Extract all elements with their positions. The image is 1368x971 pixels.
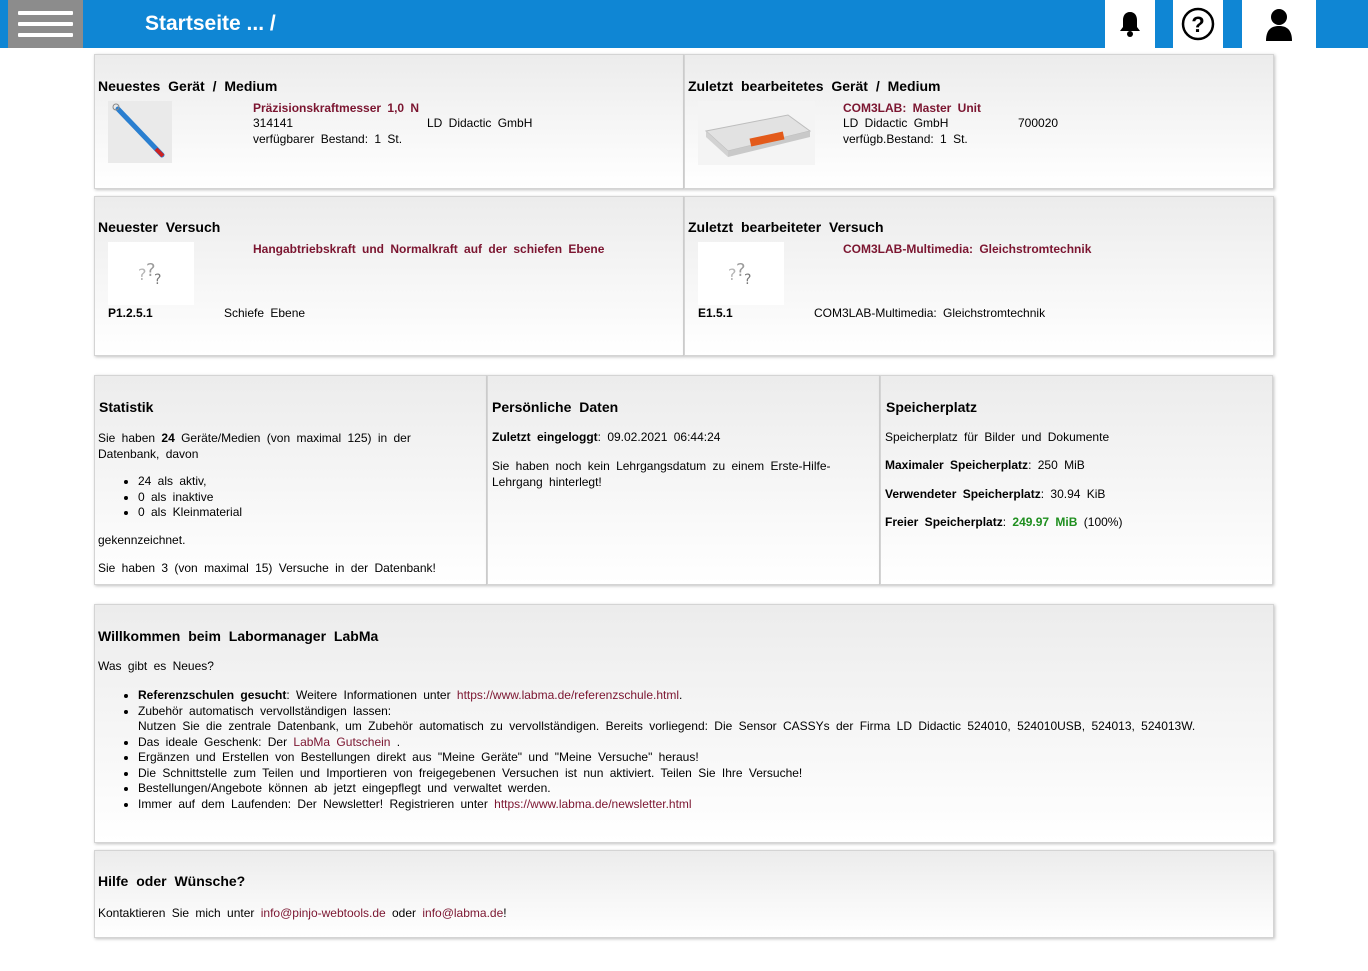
device-count: 24 (161, 431, 175, 445)
free-storage (885, 515, 1122, 529)
list-item: • Bestellungen/Angebote können ab jetzt eingepflegt und verwaltet werden. (138, 781, 1248, 797)
statistics-list (98, 474, 242, 521)
device-name-link[interactable]: Präzisionskraftmesser 1,0 N (253, 101, 420, 115)
svg-text:?: ? (146, 260, 156, 281)
news-item-text: . (679, 688, 683, 702)
panel-title: Zuletzt bearbeiteter Versuch (688, 219, 884, 235)
help-text: oder (385, 906, 423, 920)
news-item-bold: Referenzschulen gesucht (138, 688, 287, 702)
device-stock: verfügb.Bestand: 1 St. (843, 132, 968, 146)
svg-text:?: ? (736, 260, 746, 281)
master-unit-image (698, 101, 815, 165)
storage-subtitle: Speicherplatz für Bilder und Dokumente (885, 430, 1110, 444)
list-item: • 0 als inaktive (138, 490, 242, 506)
list-item: • Die Schnittstelle zum Teilen und Importieren von freigegebenen Versuchen ist nun aktiviert. Teilen Sie Ihre Versuche! (138, 766, 1248, 782)
panel-title: Statistik (99, 399, 154, 415)
device-image[interactable] (108, 101, 172, 163)
newsletter-link[interactable]: https://www.labma.de/newsletter.html (494, 796, 692, 811)
experiment-topic: Schiefe Ebene (224, 306, 306, 320)
bell-icon (1117, 10, 1143, 38)
first-aid-note: Sie haben noch kein Lehrgangsdatum zu einem Erste-Hilfe-Lehrgang hinterlegt! (492, 459, 831, 489)
panel-title: Neuestes Gerät / Medium (98, 78, 278, 94)
device-manufacturer: LD Didactic GmbH (843, 116, 949, 130)
news-item-text: Immer auf dem Laufenden: Der Newsletter! Registrieren unter (138, 796, 495, 811)
list-item: • Ergänzen und Erstellen von Bestellungen direkt aus "Meine Geräte" und "Meine Versuche" heraus! (138, 750, 1248, 766)
last-edited-device-panel (684, 54, 1274, 189)
email-link-labma[interactable]: info@labma.de (422, 906, 504, 920)
help-text: ! (503, 906, 507, 920)
max-storage (885, 458, 1085, 472)
svg-text:?: ? (1191, 12, 1205, 37)
user-button[interactable] (1242, 0, 1316, 48)
reference-school-link[interactable]: https://www.labma.de/referenzschule.html (456, 688, 680, 702)
menu-icon-bar (18, 22, 73, 26)
force-meter-image (108, 101, 172, 163)
svg-text:?: ? (744, 272, 752, 288)
news-item-text: Nutzen Sie die zentrale Datenbank, um Zubehör automatisch zu vervollständigen. Bereits vorliegend: Die Sensor CASSYs der Firma LD Didactic 524010, 524010USB, 524013, 524013W. (138, 719, 1196, 733)
help-text: Kontaktieren Sie mich unter (98, 906, 261, 920)
device-image[interactable] (698, 101, 815, 165)
list-item (138, 704, 1248, 735)
svg-text:?: ? (728, 265, 737, 284)
help-panel (94, 850, 1274, 938)
experiment-code: P1.2.5.1 (108, 306, 153, 320)
statistics-intro (98, 430, 468, 462)
panel-title: Neuester Versuch (98, 219, 221, 235)
last-edited-experiment-panel (684, 196, 1274, 356)
menu-button[interactable] (8, 0, 83, 48)
welcome-panel (94, 604, 1274, 843)
question-marks-icon (108, 242, 194, 305)
top-bar (0, 0, 1368, 48)
news-question: Was gibt es Neues? (98, 659, 214, 673)
free-storage-sep: : (1002, 515, 1013, 529)
voucher-link[interactable]: LabMa Gutschein (293, 734, 391, 749)
newest-experiment-panel (94, 196, 684, 356)
panel-title: Hilfe oder Wünsche? (98, 873, 246, 889)
experiment-image-placeholder[interactable] (108, 242, 194, 305)
help-icon (1181, 7, 1215, 41)
user-icon (1264, 7, 1294, 41)
max-storage-label: Maximaler Speicherplatz (885, 458, 1029, 472)
last-login-label: Zuletzt eingeloggt (492, 430, 598, 444)
email-link-pinjo[interactable]: info@pinjo-webtools.de (260, 906, 386, 920)
experiment-image-placeholder[interactable] (698, 242, 784, 305)
panel-title: Zuletzt bearbeitetes Gerät / Medium (688, 78, 941, 94)
list-item: • 24 als aktiv, (138, 474, 242, 490)
free-storage-value: 249.97 MiB (1012, 515, 1078, 529)
news-item-text: Zubehör automatisch vervollständigen lassen: (138, 703, 392, 718)
panel-title: Speicherplatz (886, 399, 978, 415)
storage-panel (880, 375, 1273, 585)
free-storage-percent: (100%) (1077, 515, 1123, 529)
help-contact (98, 906, 507, 920)
menu-icon-bar (18, 33, 73, 37)
device-number: 700020 (1018, 116, 1059, 130)
svg-text:?: ? (138, 265, 147, 284)
max-storage-value: : 250 MiB (1028, 458, 1085, 472)
news-list (98, 688, 1248, 812)
device-name-link[interactable]: COM3LAB: Master Unit (843, 101, 982, 115)
news-item-text: : Weitere Informationen unter (286, 688, 457, 702)
question-marks-icon (698, 242, 784, 305)
newest-device-panel (94, 54, 684, 189)
news-item-text: Das ideale Geschenk: Der (138, 734, 294, 749)
used-storage-label: Verwendeter Speicherplatz (885, 487, 1041, 501)
list-item (138, 688, 1248, 704)
page-title: Startseite ... / (145, 12, 276, 35)
panel-title: Willkommen beim Labormanager LabMa (98, 628, 379, 644)
statistics-experiments: Sie haben 3 (von maximal 15) Versuche in der Datenbank! (98, 561, 436, 575)
panel-title: Persönliche Daten (492, 399, 619, 415)
experiment-code: E1.5.1 (698, 306, 733, 320)
experiment-name-link[interactable]: COM3LAB-Multimedia: Gleichstromtechnik (843, 242, 1092, 256)
statistics-text: Geräte/Medien (von maximal 125) in der Datenbank, davon (98, 431, 411, 461)
statistics-text: Sie haben (98, 431, 162, 445)
experiment-name-link[interactable]: Hangabtriebskraft und Normalkraft auf der schiefen Ebene (253, 242, 605, 256)
used-storage (885, 487, 1105, 501)
news-item-text: . (390, 734, 401, 749)
menu-icon (18, 11, 73, 15)
device-stock: verfügbarer Bestand: 1 St. (253, 132, 403, 146)
personal-data-panel (487, 375, 880, 585)
list-item (138, 735, 1248, 751)
last-login-value: : 09.02.2021 06:44:24 (597, 430, 721, 444)
experiment-topic: COM3LAB-Multimedia: Gleichstromtechnik (814, 306, 1046, 320)
svg-text:?: ? (154, 272, 162, 288)
notifications-button[interactable] (1105, 0, 1155, 48)
last-login (492, 430, 720, 444)
statistics-marked: gekennzeichnet. (98, 533, 186, 547)
free-storage-label: Freier Speicherplatz (885, 515, 1003, 529)
list-item: • 0 als Kleinmaterial (138, 505, 242, 521)
list-item (138, 797, 1248, 813)
help-button[interactable] (1173, 0, 1223, 48)
used-storage-value: : 30.94 KiB (1040, 487, 1106, 501)
device-manufacturer: LD Didactic GmbH (427, 116, 533, 130)
device-number: 314141 (253, 116, 294, 130)
statistics-panel (94, 375, 487, 585)
